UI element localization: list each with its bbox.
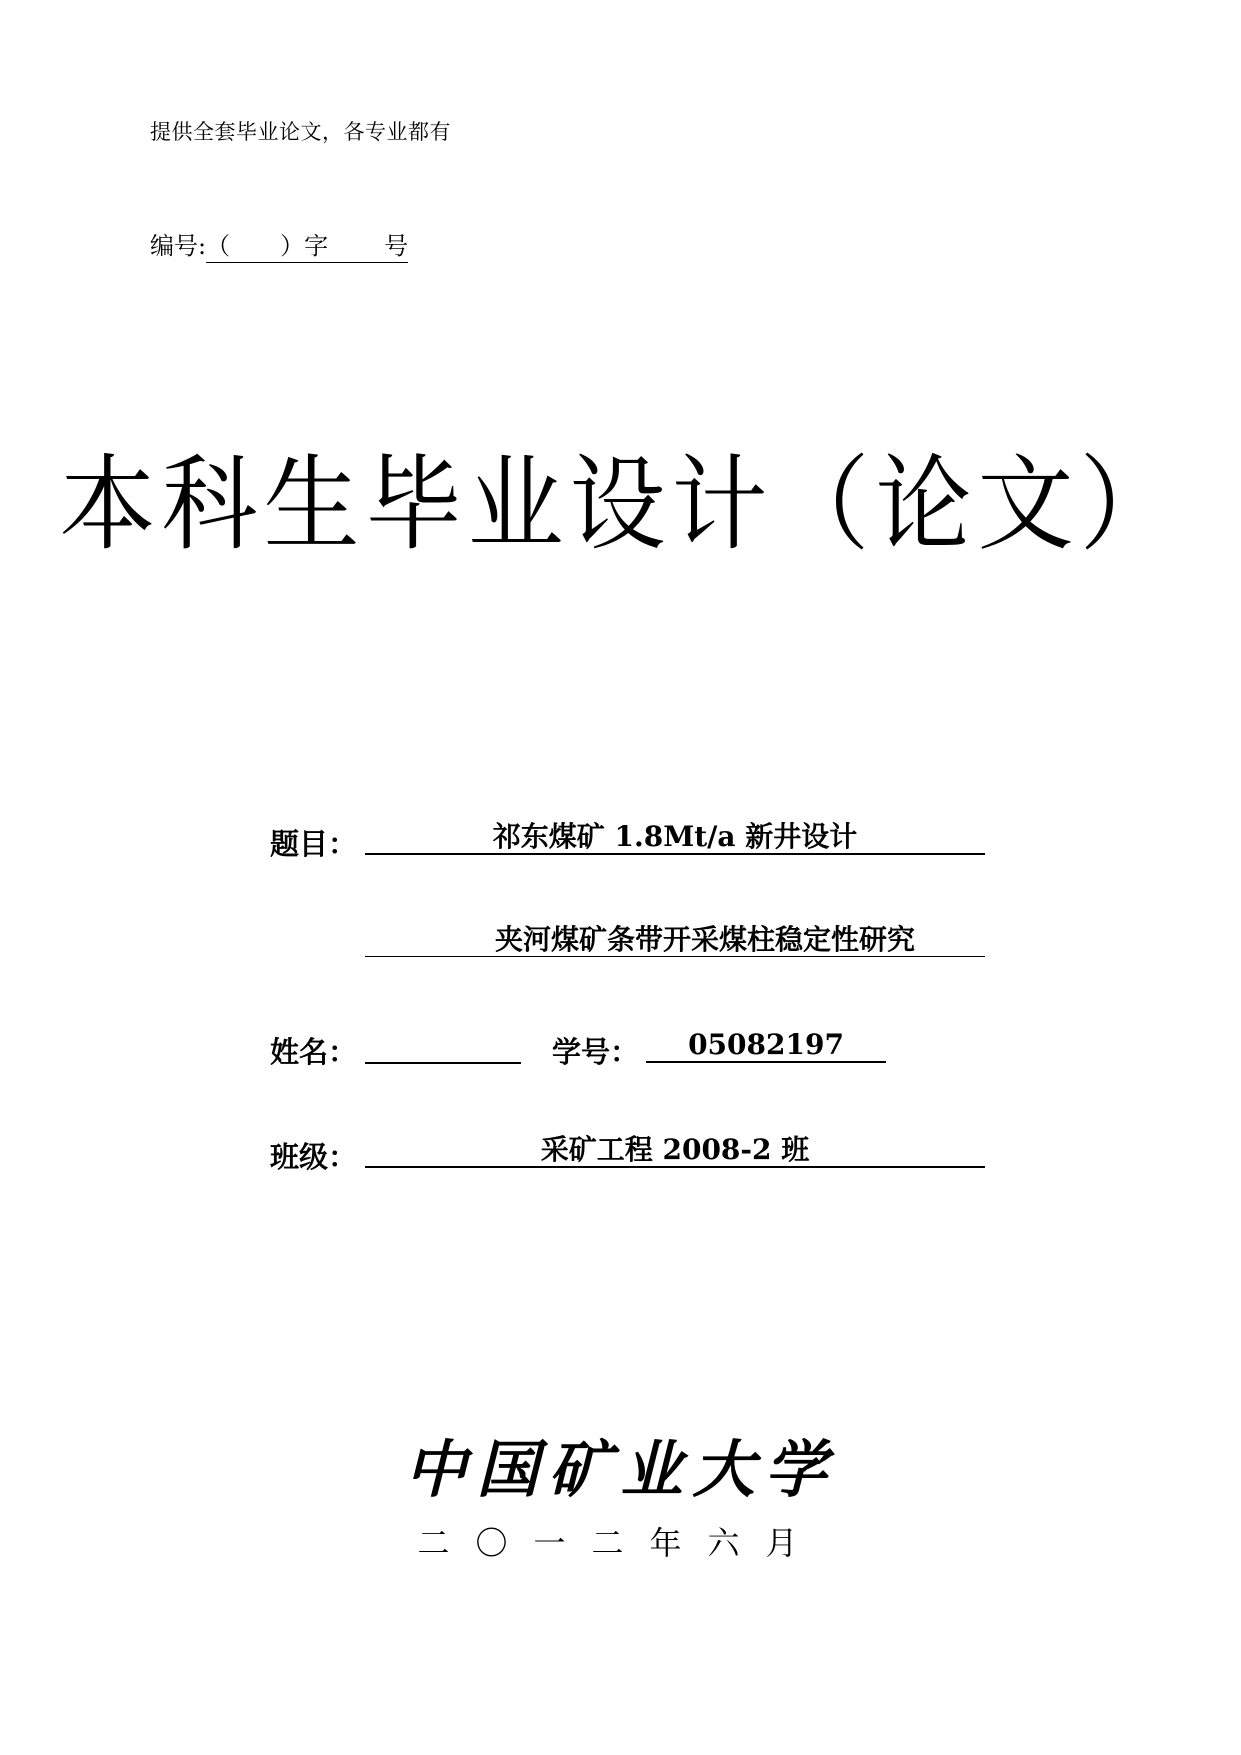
serial-paren-open: （ [206, 232, 231, 260]
thesis-title-line-2: 夹河煤矿条带开采煤柱稳定性研究 [365, 925, 985, 957]
serial-label: 编号: [150, 232, 207, 260]
serial-paren-close: ）字 [280, 232, 329, 260]
student-id-label: 学号： [552, 1035, 640, 1069]
title-label: 题目： [270, 827, 358, 861]
university-name: 中国矿业大学 [404, 1433, 837, 1506]
header-note: 提供全套毕业论文，各专业都有 [150, 120, 451, 144]
thesis-title-line-1: 祁东煤矿 1.8Mt/a 新井设计 [365, 822, 985, 855]
class-label: 班级： [270, 1140, 358, 1174]
serial-number-line [150, 226, 408, 263]
student-id-value: 05082197 [646, 1030, 886, 1063]
serial-suffix: 号 [384, 232, 409, 260]
date: 二〇一二年六月 [417, 1524, 824, 1562]
name-label: 姓名： [270, 1035, 358, 1069]
name-value [365, 1030, 521, 1064]
class-value: 采矿工程 2008-2 班 [365, 1135, 985, 1168]
page-title: 本科生毕业设计（论文） [59, 444, 1182, 566]
serial-underline [206, 226, 408, 263]
